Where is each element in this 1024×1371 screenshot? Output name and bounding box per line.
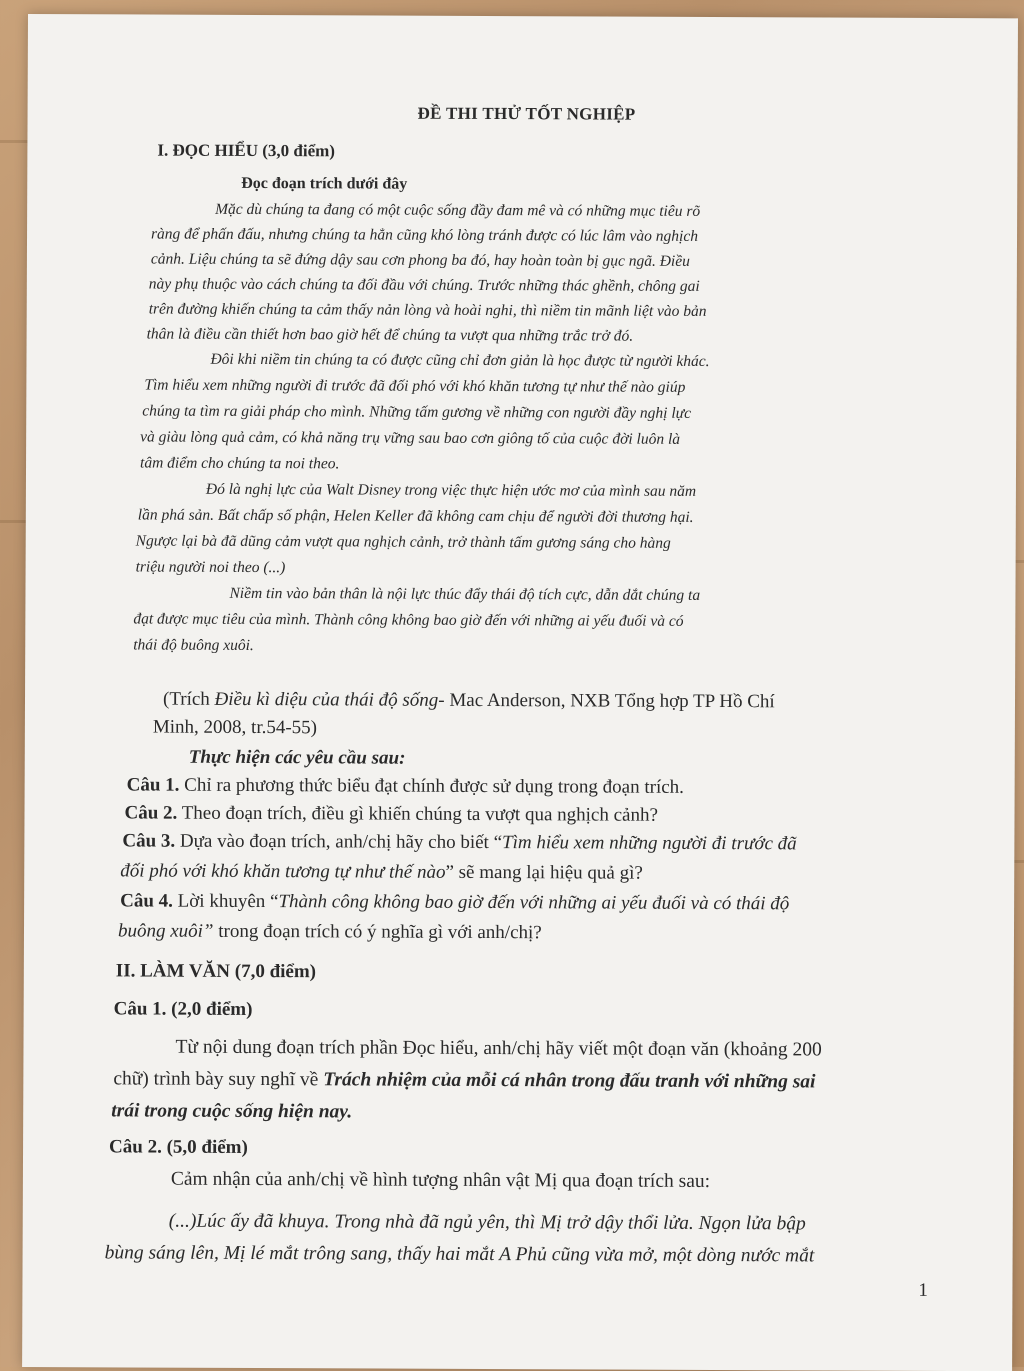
passage-line: tâm điểm cho chúng ta noi theo. [140, 454, 340, 473]
passage-line: đạt được mục tiêu của mình. Thành công không bao giờ đến với những ai yếu đuối và có [133, 610, 684, 630]
writing-question-1-line3: trái trong cuộc sống hiện nay. [111, 1100, 353, 1123]
passage-line: này phụ thuộc vào cách chúng ta đối đầu với chúng. Trước những thác ghềnh, chông gai [148, 275, 700, 295]
passage-line: triệu người noi theo (...) [135, 558, 286, 577]
passage-line: trên đường khiến chúng ta cảm thấy nản lòng và hoài nghi, thì niềm tin mãnh liệt vào bản [148, 300, 707, 320]
writing-question-2-line3: bùng sáng lên, Mị lé mắt trông sang, thấy hai mắt A Phủ cũng vừa mở, một dòng nước mắt [104, 1242, 815, 1267]
question-1 [127, 774, 684, 798]
passage-line: thái độ buông xuôi. [133, 636, 254, 654]
passage-line: Đó là nghị lực của Walt Disney trong việc thực hiện ước mơ của mình sau năm [205, 480, 697, 500]
question-1-label: Câu 1. [126, 774, 180, 796]
writing-question-1-text: chữ) trình bày suy nghĩ về [113, 1068, 324, 1091]
passage-line: chúng ta tìm ra giải pháp cho mình. Những tấm gương về những con người đầy nghị lực [142, 402, 692, 422]
question-3-quote: Tìm hiểu xem những người đi trước đã [501, 832, 797, 855]
citation-rest: - Mac Anderson, NXB Tổng hợp TP Hồ Chí [438, 689, 775, 713]
question-3-line2 [120, 860, 643, 884]
passage-line: lần phá sản. Bất chấp số phận, Helen Keller đã không cam chịu để người đời thương hại. [137, 506, 694, 526]
passage-line: Mặc dù chúng ta đang có một cuộc sống đầy đam mê và có những mục tiêu rõ [215, 200, 701, 220]
question-3-label: Câu 3. [122, 830, 176, 852]
question-4-quote: Thành công không bao giờ đến với những ai yếu đuối và có thái độ [278, 891, 790, 915]
section2-heading: II. LÀM VĂN (7,0 điểm) [115, 960, 317, 983]
question-2-text: Theo đoạn trích, điều gì khiến chúng ta vượt qua nghịch cảnh? [177, 802, 658, 826]
passage-line: Ngược lại bà đã dũng cảm vượt qua nghịch cảnh, trở thành tấm gương sáng cho hàng [135, 532, 671, 552]
passage-line: ràng để phấn đấu, nhưng chúng ta hẳn cũng khó lòng tránh được có lúc lâm vào nghịch [151, 225, 699, 245]
passage-line: Niềm tin vào bản thân là nội lực thúc đẩy thái độ tích cực, dẫn dắt chúng ta [229, 584, 701, 604]
question-1-text: Chỉ ra phương thức biểu đạt chính được sử dụng trong đoạn trích. [179, 774, 685, 798]
passage-line: Đôi khi niềm tin chúng ta có được cũng chỉ đơn giản là học được từ người khác. [210, 350, 710, 370]
question-3-quote-b: đối phó với khó khăn tương tự như thế nào [120, 860, 446, 883]
question-3-text-b: ” sẽ mang lại hiệu quả gì? [445, 861, 643, 884]
question-4-label: Câu 4. [120, 890, 173, 912]
page-number: 1 [918, 1279, 928, 1301]
writing-question-2-line1: Cảm nhận của anh/chị về hình tượng nhân vật Mị qua đoạn trích sau: [170, 1168, 711, 1192]
question-4-quote-b: buông xuôi” [117, 920, 214, 942]
writing-question-2-heading: Câu 2. (5,0 điểm) [109, 1136, 248, 1158]
question-3-text: Dựa vào đoạn trích, anh/chị hãy cho biết “ [175, 830, 503, 854]
question-3 [122, 830, 796, 855]
section1-heading: I. ĐỌC HIỂU (3,0 điểm) [157, 140, 336, 161]
citation-line2: Minh, 2008, tr.54-55) [152, 716, 318, 739]
citation-title: Điều kì diệu của thái độ sống [214, 688, 439, 711]
writing-question-2-line2: (...)Lúc ấy đã khuya. Trong nhà đã ngủ yên, thì Mị trở dậy thổi lửa. Ngọn lửa bập [168, 1210, 806, 1235]
passage-line: cảnh. Liệu chúng ta sẽ đứng dậy sau cơn phong ba đó, hay hoàn toàn bị gục ngã. Điều [150, 250, 690, 270]
question-4-text: Lời khuyên “ [172, 890, 279, 913]
writing-question-1-line1: Từ nội dung đoạn trích phần Đọc hiểu, anh/chị hãy viết một đoạn văn (khoảng 200 [175, 1036, 822, 1061]
passage-line: và giàu lòng quả cảm, có khả năng trụ vững sau bao cơn giông tố của cuộc đời luôn là [140, 428, 681, 448]
question-4-line2 [118, 920, 542, 944]
writing-question-1-heading: Câu 1. (2,0 điểm) [113, 998, 253, 1020]
citation-prefix: (Trích [162, 688, 215, 710]
writing-question-1-line2 [113, 1068, 815, 1093]
passage-line: Tìm hiểu xem những người đi trước đã đối phó với khó khăn tương tự như thế nào giúp [144, 376, 686, 396]
question-4-text-b: trong đoạn trích có ý nghĩa gì với anh/chị? [213, 920, 542, 944]
exam-paper [22, 14, 1018, 1371]
question-4 [120, 890, 789, 915]
tasks-heading: Thực hiện các yêu cầu sau: [188, 746, 406, 769]
exam-title: ĐỀ THI THỬ TỐT NGHIỆP [417, 103, 636, 124]
writing-question-1-topic: Trách nhiệm của mỗi cá nhân trong đấu tranh với những sai [323, 1069, 816, 1093]
question-2-label: Câu 2. [124, 802, 178, 824]
citation [163, 689, 775, 714]
read-instruction: Đọc đoạn trích dưới đây [241, 174, 408, 193]
question-2 [124, 802, 658, 826]
passage-line: thân là điều cần thiết hơn bao giờ hết để chúng ta vượt qua những trắc trở đó. [146, 325, 634, 345]
